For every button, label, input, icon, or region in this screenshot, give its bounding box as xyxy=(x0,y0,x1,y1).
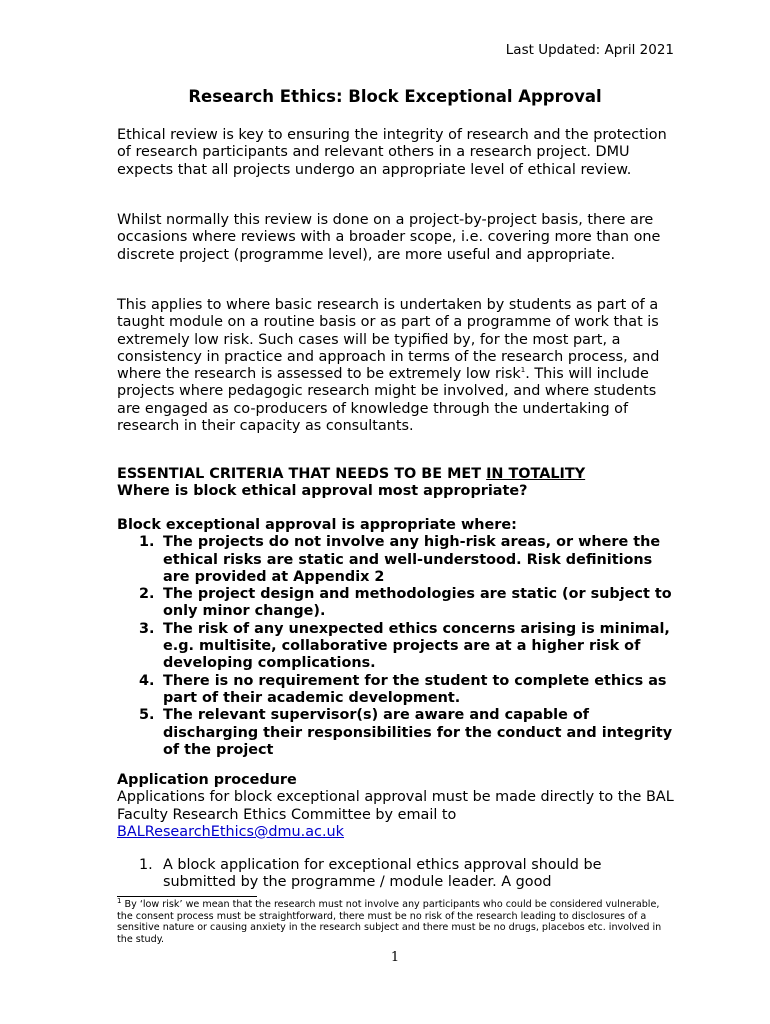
footnote xyxy=(117,896,677,946)
criteria-heading xyxy=(117,466,677,483)
block-heading: Block exceptional approval is appropriate where: xyxy=(117,517,517,533)
ethics-email-link[interactable]: BALResearchEthics@dmu.ac.uk xyxy=(117,823,345,840)
footnote-divider xyxy=(117,896,257,897)
page-number: 1 xyxy=(390,950,400,965)
list-item xyxy=(117,857,677,892)
criteria-question: Where is block ethical approval most appropriate? xyxy=(117,483,528,500)
application-text xyxy=(117,789,677,841)
criteria-heading-prefix: ESSENTIAL CRITERIA THAT NEEDS TO BE MET xyxy=(117,466,487,482)
list-item xyxy=(117,707,677,759)
list-item-text: The relevant supervisor(s) are aware and capable of discharging their responsibilities for the conduct and integrity of the project xyxy=(163,707,673,758)
list-item-number: 1. xyxy=(139,857,153,873)
block-criteria-list xyxy=(117,534,677,759)
list-item-text: The projects do not involve any high-risk areas, or where the ethical risks are static and well-understood. Risk definitions are provided at Appendix 2 xyxy=(163,534,661,585)
list-item xyxy=(117,586,677,621)
intro-paragraph-1: Ethical review is key to ensuring the integrity of research and the protection of research participants and relevant others in a research project. DMU expects that all projects undergo an appropriate level of ethical review. xyxy=(117,127,667,178)
list-item-text: A block application for exceptional ethics approval should be submitted by the programme / module leader. A good xyxy=(163,857,602,891)
intro-paragraph-2: Whilst normally this review is done on a project-by-project basis, there are occasions where reviews with a broader scope, i.e. covering more than one discrete project (programme level), are more useful and appropriate. xyxy=(117,212,661,263)
intro-paragraph-3 xyxy=(117,297,677,435)
application-steps xyxy=(117,857,677,892)
list-item xyxy=(117,534,677,586)
application-section xyxy=(117,772,677,841)
list-item-number: 4. xyxy=(139,672,155,689)
application-body: Applications for block exceptional approval must be made directly to the BAL Faculty Research Ethics Committee by email to xyxy=(117,789,674,823)
list-item xyxy=(117,673,677,708)
footnote-ref[interactable]: 1 xyxy=(520,366,526,375)
list-item-number: 5. xyxy=(139,707,155,724)
intro-p3-before: This applies to where basic research is undertaken by students as part of a taught module on a routine basis or as part of a programme of work that is extremely low risk. Such cases will be typified by, for the most part, a consistency in practice and approach in terms of the research process, and where the research is assessed to be extremely low risk xyxy=(117,297,660,383)
application-list xyxy=(117,857,677,892)
list-item-text: The project design and methodologies are static (or subject to only minor change). xyxy=(163,586,672,620)
list-item-text: The risk of any unexpected ethics concerns arising is minimal, e.g. multisite, collaborative projects are at a higher risk of developing complications. xyxy=(163,620,670,672)
list-item-number: 1. xyxy=(139,534,155,551)
application-heading: Application procedure xyxy=(117,772,297,788)
criteria-section xyxy=(117,466,677,501)
footnote-marker: 1 xyxy=(117,896,122,905)
list-item xyxy=(117,621,677,673)
list-item-number: 2. xyxy=(139,586,155,603)
page-title: Research Ethics: Block Exceptional Approval xyxy=(188,87,602,106)
last-updated: Last Updated: April 2021 xyxy=(505,42,674,58)
footnote-text: By ‘low risk’ we mean that the research must not involve any participants who could be considered vulnerable, the consent process must be straightforward, there must be no risk of the research leading to disclosures of a sensitive nature or causing anxiety in the research subject and there must be no drugs, placebos etc. involved in the study. xyxy=(117,899,662,946)
list-item-number: 3. xyxy=(139,620,155,637)
block-approval-section xyxy=(117,517,677,759)
list-item-text: There is no requirement for the student to complete ethics as part of their academic development. xyxy=(163,672,667,706)
criteria-heading-underlined: IN TOTALITY xyxy=(486,466,586,482)
intro-p3-after: . This will include projects where pedagogic research might be involved, and where students are engaged as co-producers of knowledge through the undertaking of research in their capacity as consultants. xyxy=(117,366,657,435)
